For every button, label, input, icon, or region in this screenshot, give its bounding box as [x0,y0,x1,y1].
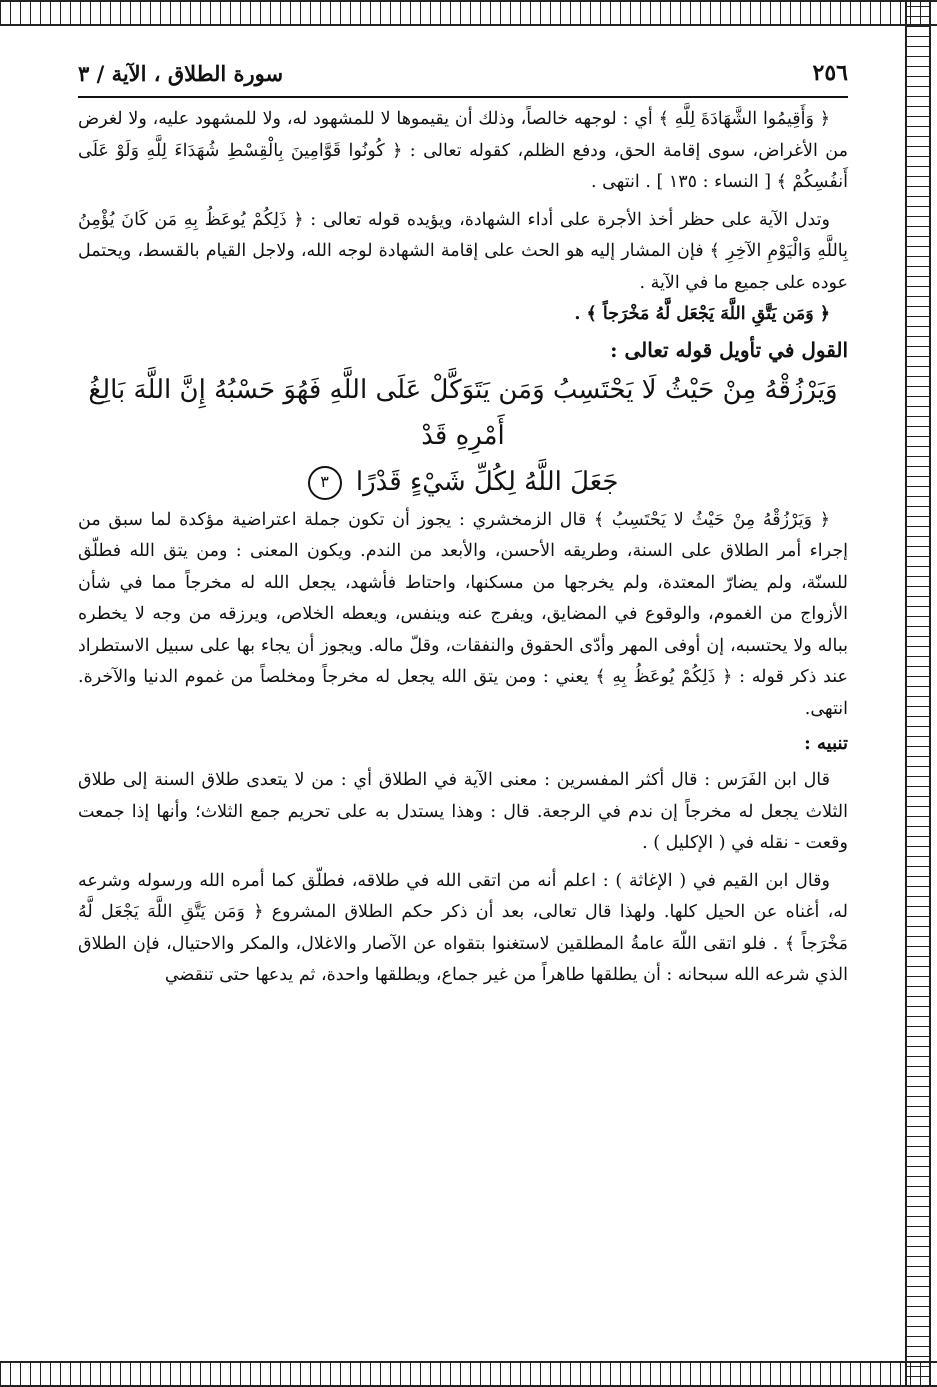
quran-verse [78,367,848,505]
paragraph-2: وتدل الآية على حظر أخذ الأجرة على أداء الشهادة، ويؤيده قوله تعالى : ﴿ ذَلِكُمْ يُوعَظُ بِهِ مَن كَانَ يُؤْمِنُ بِاللَّهِ وَالْيَوْمِ الآخِرِ ﴾ فإن المشار إليه هو الحث على إقامة الشهادة لوجه الله، ولاجل القيام بالقسط، ويحتمل عوده على جميع ما في الآية . [78,209,848,293]
paragraph-5: قال ابن الفَرَس : قال أكثر المفسرين : معنى الآية في الطلاق أي : من لا يتعدى طلاق السنة إلى طلاق الثلاث يجعل له مخرجاً إن ندم في الرجعة. قال : وهذا يستدل به على تحريم جمع الثلاث؛ وأنها إذا جمعت وقعت - نقله في ( الإكليل ) . [78,770,848,853]
surah-title: سورة الطلاق ، الآية / ٣ [78,61,284,86]
section-heading: القول في تأويل قوله تعالى : [610,337,848,362]
paragraph-1: ﴿ وَأَقِيمُوا الشَّهَادَةَ لِلَّهِ ﴾ أي : لوجهه خالصاً، وذلك أن يقيموها لا للمشهود له، ولا للمشهود عليه، ولا لغرض من الأغراض، سوى إقامة الحق، ودفع الظلم، كقوله تعالى : ﴿ كُونُوا قَوَّامِينَ بِالْقِسْطِ شُهَدَاءَ لِلَّهِ وَلَوْ عَلَى أَنفُسِكُمْ ﴾ [ النساء : ١٣٥ ] . انتهى . [78,109,848,192]
note-heading: تنبيه : [804,733,848,754]
page-header [78,60,848,98]
ornamental-border-bottom [0,1361,937,1387]
page-number: ٢٥٦ [812,60,848,86]
paragraph-3: ﴿ وَمَن يَتَّقِ اللَّهَ يَجْعَل لَّهُ مَخْرَجاً ﴾ . [574,304,830,324]
ornamental-border-right [905,0,931,1387]
verse-line-1: وَيَرْزُقْهُ مِنْ حَيْثُ لَا يَحْتَسِبُ وَمَن يَتَوَكَّلْ عَلَى اللَّهِ فَهُوَ حَسْبُهُ إِنَّ اللَّهَ بَالِغُ أَمْرِهِ قَدْ [88,374,838,451]
verse-line-2 [78,459,848,505]
verse-number-marker: ٣ [308,466,342,500]
ornamental-border-top [0,0,937,26]
paragraph-4: ﴿ وَيَرْزُقْهُ مِنْ حَيْثُ لا يَحْتَسِبُ ﴾ قال الزمخشري : يجوز أن تكون جملة اعتراضية مؤكدة لما سبق من إجراء أمر الطلاق على السنة، وطريقه الأحسن، والأبعد من الندم. ويكون المعنى : ومن يتق الله فطلّق للسنّة، ولم يضارّ المعتدة، ولم يخرجها من مسكنها، واحتاط فأشهد، يجعل الله له مخرجاً مما في شأن الأزواج من الغموم، والوقوع في المضايق، ويفرج عنه وينفس، ويعطه الخلاص، ويرزقه من وجه لا يخطره بباله ولا يحتسبه، إن أوفى المهر وأدّى الحقوق والنفقات، وقلّ ماله. ويجوز أن يجاء بها على سبيل الاستطراد عند ذكر قوله : ﴿ ذَلِكُمْ يُوعَظُ بِهِ ﴾ يعني : ومن يتق الله يجعل له مخرجاً ومخلصاً من غموم الدنيا والآخرة. انتهى. [78,509,848,719]
page-body [78,60,848,1350]
verse-line-2-text: جَعَلَ اللَّهُ لِكُلِّ شَيْءٍ قَدْرًا [355,466,619,497]
paragraph-6: وقال ابن القيم في ( الإغاثة ) : اعلم أنه من اتقى الله في طلاقه، فطلّق كما أمره الله ورسوله وشرعه له، أغناه عن الحيل كلها. ولهذا قال تعالى، بعد أن ذكر حكم الطلاق المشروع ﴿ وَمَن يَتَّقِ اللَّهَ يَجْعَل لَّهُ مَخْرَجاً ﴾ . فلو اتقى اللّهَ عامةُ المطلقين لاستغنوا بتقواه عن الآصار والاغلال، والمكر والاحتيال، فإن الطلاق الذي شرعه الله سبحانه : أن يطلقها طاهراً من غير جماع، ويطلقها واحدة، ثم يدعها حتى تنقضي [78,870,848,985]
